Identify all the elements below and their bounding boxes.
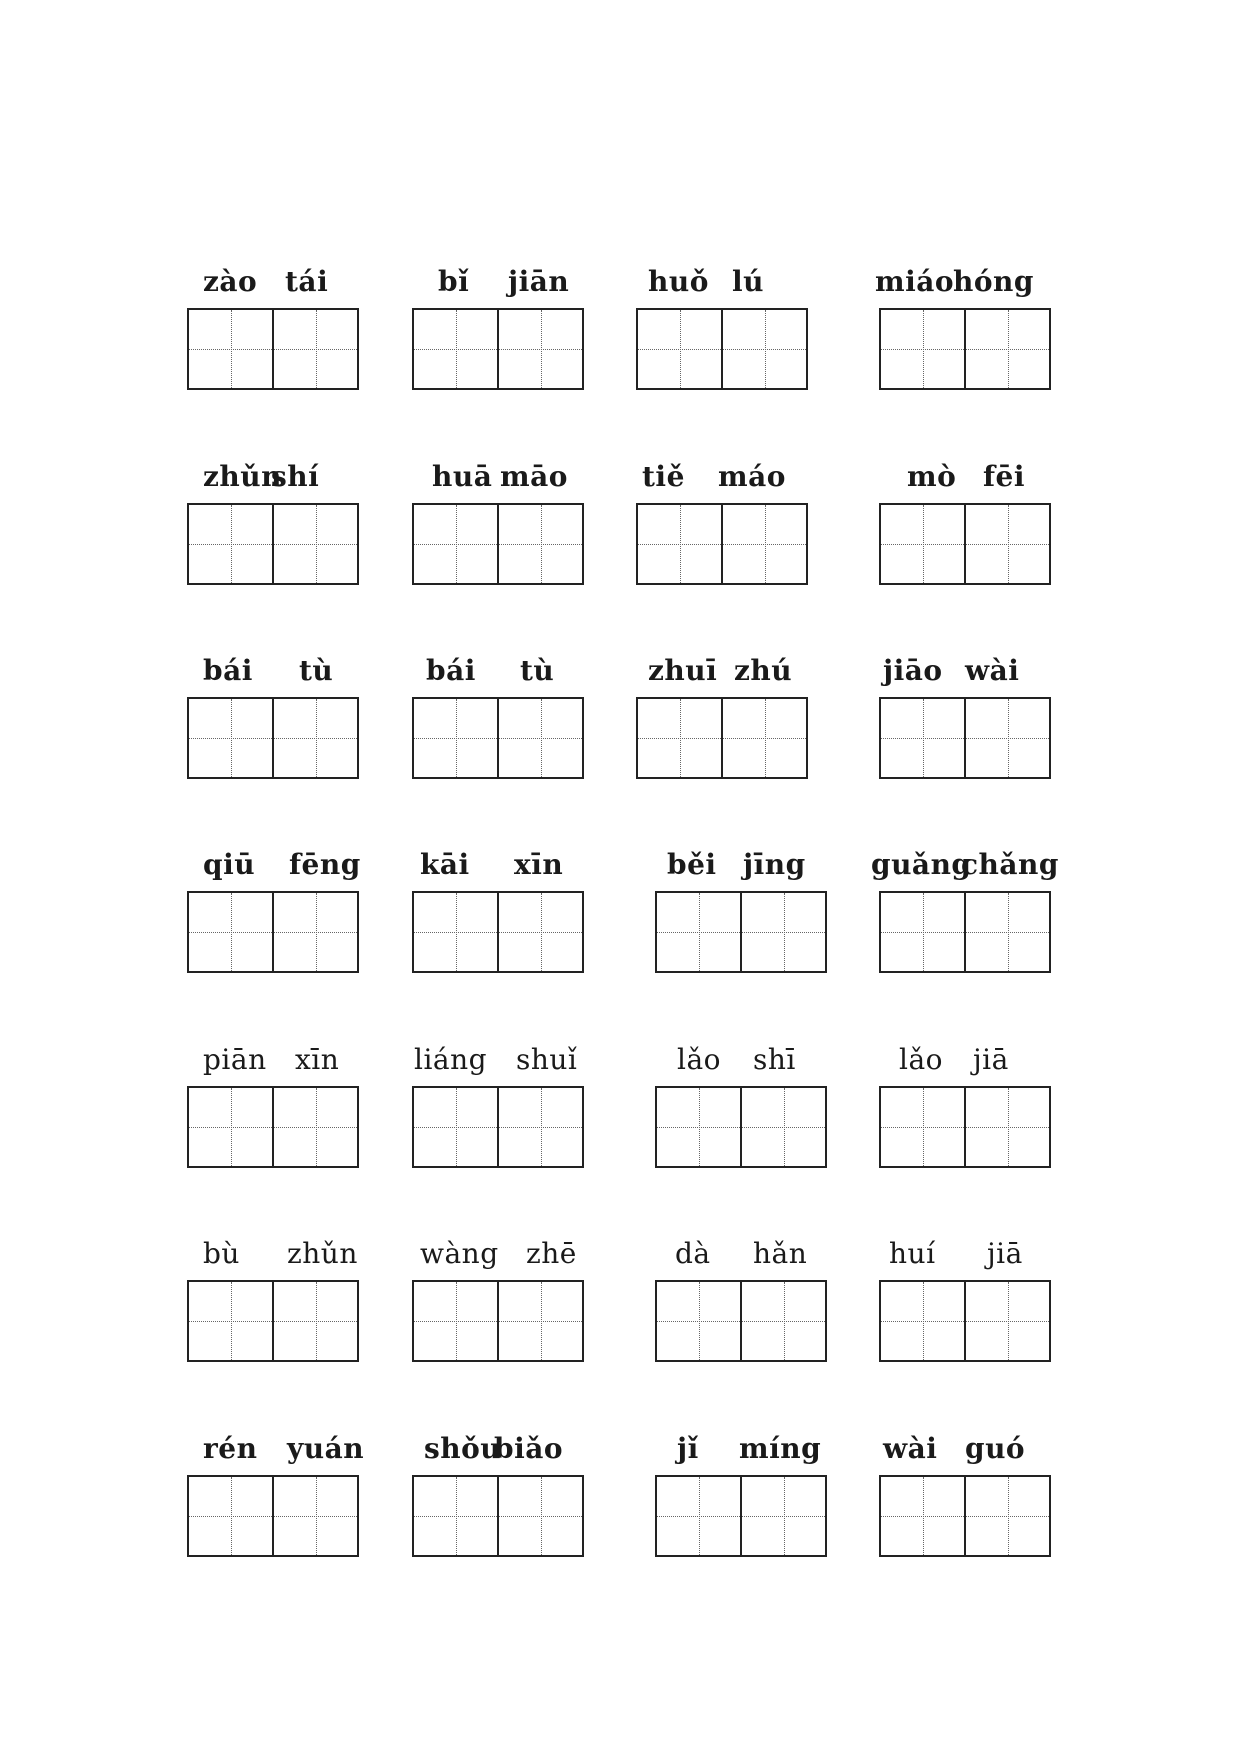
pinyin-syllable: qiū	[203, 848, 256, 881]
pinyin-label	[655, 1236, 827, 1276]
writing-cell[interactable]	[657, 1477, 740, 1555]
pinyin-label	[412, 264, 584, 304]
writing-cell[interactable]	[189, 893, 272, 971]
pinyin-syllable: wài	[883, 1432, 938, 1465]
writing-cell[interactable]	[272, 699, 357, 777]
pinyin-item	[655, 1042, 827, 1170]
writing-cell[interactable]	[721, 699, 806, 777]
pinyin-syllable: biǎo	[494, 1432, 564, 1465]
pinyin-syllable: zhǔn	[287, 1237, 358, 1270]
pinyin-syllable: tù	[520, 654, 555, 687]
pinyin-syllable: hǎn	[753, 1237, 808, 1270]
tianzige-grid	[187, 1086, 359, 1168]
pinyin-label	[636, 459, 808, 499]
pinyin-label	[412, 847, 584, 887]
pinyin-item	[879, 653, 1051, 781]
pinyin-syllable: mò	[907, 460, 957, 493]
writing-cell[interactable]	[721, 310, 806, 388]
pinyin-syllable: bǐ	[438, 265, 470, 298]
tianzige-grid	[655, 1280, 827, 1362]
pinyin-item	[412, 1236, 584, 1364]
pinyin-item	[655, 1431, 827, 1559]
pinyin-item	[187, 459, 359, 587]
writing-cell[interactable]	[964, 1088, 1049, 1166]
writing-cell[interactable]	[657, 893, 740, 971]
writing-cell[interactable]	[414, 1088, 497, 1166]
writing-cell[interactable]	[272, 893, 357, 971]
writing-cell[interactable]	[414, 893, 497, 971]
pinyin-item	[875, 264, 1051, 392]
tianzige-grid	[879, 697, 1051, 779]
writing-cell[interactable]	[189, 699, 272, 777]
writing-cell[interactable]	[964, 699, 1049, 777]
writing-cell[interactable]	[740, 1477, 825, 1555]
pinyin-label	[412, 1042, 584, 1082]
pinyin-syllable: zhuī	[648, 654, 718, 687]
writing-cell[interactable]	[414, 310, 497, 388]
pinyin-item	[412, 459, 584, 587]
pinyin-syllable: shí	[271, 460, 320, 493]
pinyin-syllable: jiā	[973, 1043, 1009, 1076]
pinyin-item	[187, 1042, 359, 1170]
pinyin-item	[412, 653, 584, 781]
writing-cell[interactable]	[497, 893, 582, 971]
tianzige-grid	[879, 308, 1051, 390]
pinyin-label	[655, 1042, 827, 1082]
pinyin-item	[636, 653, 808, 781]
pinyin-syllable: rén	[203, 1432, 258, 1465]
writing-cell[interactable]	[497, 310, 582, 388]
writing-cell[interactable]	[189, 505, 272, 583]
pinyin-label	[636, 653, 808, 693]
pinyin-label	[879, 1042, 1051, 1082]
pinyin-item	[187, 653, 359, 781]
pinyin-syllable: chǎng	[961, 848, 1059, 881]
pinyin-syllable: lú	[732, 265, 764, 298]
pinyin-item	[412, 847, 584, 975]
pinyin-syllable: kāi	[420, 848, 470, 881]
pinyin-syllable: jǐ	[677, 1432, 699, 1465]
pinyin-label	[879, 459, 1051, 499]
writing-cell[interactable]	[881, 1282, 964, 1360]
pinyin-syllable: miáo	[875, 265, 955, 298]
pinyin-item	[879, 1236, 1051, 1364]
pinyin-item	[187, 1431, 365, 1559]
writing-cell[interactable]	[964, 1282, 1049, 1360]
tianzige-grid	[636, 308, 808, 390]
pinyin-label	[187, 1042, 359, 1082]
pinyin-label	[636, 264, 808, 304]
tianzige-grid	[879, 1280, 1051, 1362]
writing-cell[interactable]	[497, 1282, 582, 1360]
writing-cell[interactable]	[272, 1477, 357, 1555]
tianzige-grid	[879, 891, 1051, 973]
tianzige-grid	[187, 1475, 359, 1557]
pinyin-syllable: běi	[667, 848, 717, 881]
writing-cell[interactable]	[740, 1088, 825, 1166]
writing-cell[interactable]	[414, 1282, 497, 1360]
pinyin-syllable: huā	[432, 460, 493, 493]
writing-cell[interactable]	[657, 1088, 740, 1166]
pinyin-item	[655, 1236, 827, 1364]
pinyin-item	[636, 264, 808, 392]
pinyin-syllable: bái	[426, 654, 476, 687]
tianzige-grid	[879, 1475, 1051, 1557]
pinyin-syllable: jīng	[743, 848, 806, 881]
tianzige-grid	[655, 1475, 827, 1557]
writing-cell[interactable]	[964, 505, 1049, 583]
pinyin-label	[871, 847, 1059, 887]
writing-cell[interactable]	[881, 1088, 964, 1166]
writing-cell[interactable]	[881, 1477, 964, 1555]
pinyin-syllable: xīn	[295, 1043, 340, 1076]
pinyin-syllable: máo	[718, 460, 786, 493]
pinyin-syllable: jiāo	[883, 654, 943, 687]
tianzige-grid	[412, 697, 584, 779]
pinyin-syllable: lǎo	[677, 1043, 722, 1076]
pinyin-syllable: zhē	[526, 1237, 577, 1270]
pinyin-label	[879, 1431, 1051, 1471]
writing-cell[interactable]	[657, 1282, 740, 1360]
writing-cell[interactable]	[272, 1282, 357, 1360]
pinyin-syllable: jiā	[987, 1237, 1023, 1270]
pinyin-syllable: shuǐ	[516, 1043, 578, 1076]
pinyin-label	[879, 653, 1051, 693]
writing-cell[interactable]	[964, 1477, 1049, 1555]
tianzige-grid	[879, 1086, 1051, 1168]
pinyin-label	[187, 264, 359, 304]
tianzige-grid	[187, 503, 359, 585]
writing-cell[interactable]	[881, 310, 964, 388]
writing-cell[interactable]	[740, 893, 825, 971]
pinyin-item	[412, 1431, 584, 1559]
pinyin-syllable: shǒu	[424, 1432, 502, 1465]
pinyin-item	[879, 1042, 1051, 1170]
tianzige-grid	[636, 697, 808, 779]
pinyin-label	[875, 264, 1051, 304]
tianzige-grid	[636, 503, 808, 585]
pinyin-syllable: tái	[285, 265, 329, 298]
writing-cell[interactable]	[881, 505, 964, 583]
pinyin-syllable: liáng	[414, 1043, 488, 1076]
pinyin-syllable: tiě	[642, 460, 685, 493]
pinyin-label	[187, 653, 359, 693]
writing-cell[interactable]	[414, 699, 497, 777]
writing-cell[interactable]	[414, 505, 497, 583]
pinyin-label	[187, 459, 359, 499]
pinyin-syllable: wàng	[420, 1237, 499, 1270]
pinyin-label	[412, 1431, 584, 1471]
pinyin-syllable: jiān	[508, 265, 570, 298]
tianzige-grid	[412, 1280, 584, 1362]
pinyin-syllable: fēi	[983, 460, 1025, 493]
pinyin-syllable: māo	[500, 460, 568, 493]
pinyin-syllable: wài	[965, 654, 1020, 687]
pinyin-item	[187, 1236, 359, 1364]
writing-cell[interactable]	[721, 505, 806, 583]
writing-cell[interactable]	[881, 699, 964, 777]
pinyin-item	[412, 1042, 584, 1170]
pinyin-item	[871, 847, 1059, 975]
pinyin-item	[879, 1431, 1051, 1559]
pinyin-label	[879, 1236, 1051, 1276]
pinyin-label	[187, 1236, 359, 1276]
pinyin-item	[187, 264, 359, 392]
pinyin-syllable: shī	[753, 1043, 796, 1076]
tianzige-grid	[655, 891, 827, 973]
pinyin-syllable: bái	[203, 654, 253, 687]
pinyin-syllable: dà	[675, 1237, 711, 1270]
writing-cell[interactable]	[272, 1088, 357, 1166]
writing-cell[interactable]	[272, 505, 357, 583]
pinyin-label	[412, 459, 584, 499]
tianzige-grid	[412, 1475, 584, 1557]
tianzige-grid	[412, 308, 584, 390]
pinyin-syllable: hóng	[953, 265, 1034, 298]
tianzige-grid	[187, 308, 359, 390]
pinyin-syllable: míng	[739, 1432, 822, 1465]
pinyin-item	[187, 847, 359, 975]
writing-cell[interactable]	[189, 1282, 272, 1360]
pinyin-syllable: fēng	[289, 848, 361, 881]
pinyin-syllable: zhǔn	[203, 460, 282, 493]
writing-cell[interactable]	[189, 310, 272, 388]
writing-cell[interactable]	[638, 505, 721, 583]
tianzige-grid	[187, 1280, 359, 1362]
writing-cell[interactable]	[189, 1477, 272, 1555]
pinyin-syllable: zhú	[734, 654, 793, 687]
pinyin-label	[187, 1431, 365, 1471]
pinyin-syllable: guó	[965, 1432, 1026, 1465]
writing-cell[interactable]	[189, 1088, 272, 1166]
tianzige-grid	[879, 503, 1051, 585]
pinyin-label	[187, 847, 359, 887]
writing-cell[interactable]	[497, 1088, 582, 1166]
writing-cell[interactable]	[740, 1282, 825, 1360]
writing-cell[interactable]	[638, 699, 721, 777]
pinyin-item	[412, 264, 584, 392]
pinyin-syllable: huí	[889, 1237, 936, 1270]
pinyin-label	[655, 1431, 827, 1471]
pinyin-syllable: piān	[203, 1043, 267, 1076]
tianzige-grid	[412, 503, 584, 585]
tianzige-grid	[412, 891, 584, 973]
pinyin-syllable: yuán	[287, 1432, 365, 1465]
tianzige-grid	[187, 697, 359, 779]
pinyin-item	[879, 459, 1051, 587]
pinyin-item	[636, 459, 808, 587]
writing-cell[interactable]	[964, 310, 1049, 388]
tianzige-grid	[655, 1086, 827, 1168]
pinyin-syllable: zào	[203, 265, 258, 298]
pinyin-syllable: lǎo	[899, 1043, 944, 1076]
writing-cell[interactable]	[497, 699, 582, 777]
writing-cell[interactable]	[638, 310, 721, 388]
writing-cell[interactable]	[964, 893, 1049, 971]
writing-cell[interactable]	[272, 310, 357, 388]
tianzige-grid	[412, 1086, 584, 1168]
pinyin-label	[412, 1236, 584, 1276]
pinyin-syllable: tù	[299, 654, 334, 687]
pinyin-syllable: xīn	[514, 848, 564, 881]
pinyin-item	[655, 847, 827, 975]
pinyin-label	[412, 653, 584, 693]
writing-cell[interactable]	[497, 505, 582, 583]
pinyin-syllable: guǎng	[871, 848, 972, 881]
pinyin-syllable: huǒ	[648, 265, 709, 298]
tianzige-grid	[187, 891, 359, 973]
pinyin-label	[655, 847, 827, 887]
writing-cell[interactable]	[881, 893, 964, 971]
pinyin-syllable: bù	[203, 1237, 240, 1270]
writing-cell[interactable]	[414, 1477, 497, 1555]
writing-cell[interactable]	[497, 1477, 582, 1555]
